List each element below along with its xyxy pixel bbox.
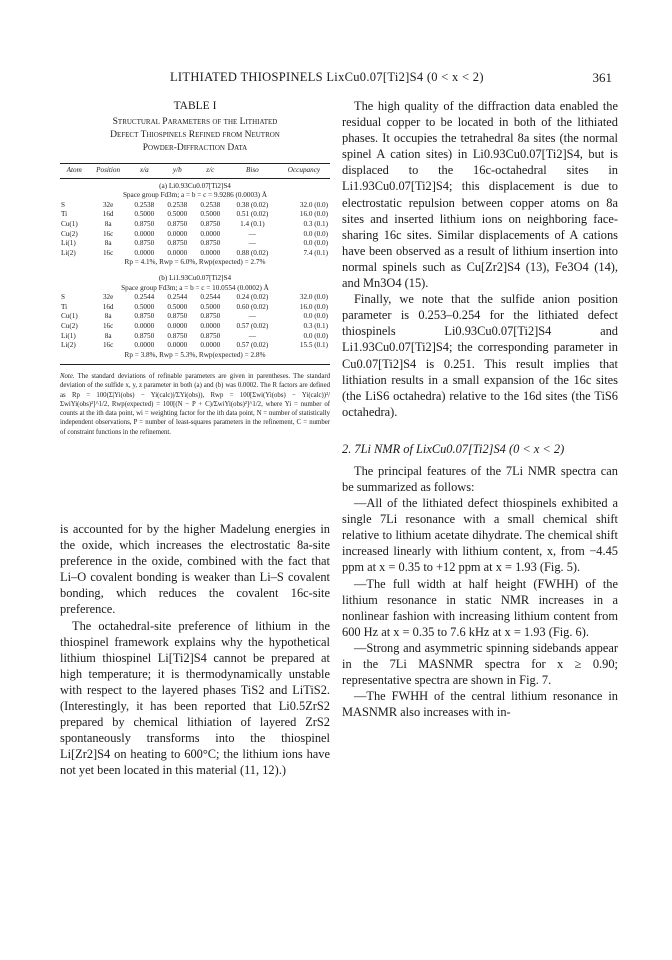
table-label: TABLE I [173, 100, 217, 112]
paragraph: The octahedral-site preference of lithium in the thiospinel framework explains why the hypothetical lithium thiospinel Li[Ti2]S4 cannot be prepared at high temperature; it is thermodynamically unstable with respect to the layered phases TiS2 and LiTiS2. (Interestingly, it has been reported that Li0.5ZrS2 prepared by chemical lithiation of layered ZrS2 spontaneously transforms into the thiospinel Li[Zr2]S4 on heating to 600°C; the lithium ions have not yet been located in this material (11, 12).) [60, 618, 330, 778]
left-column-text [60, 521, 330, 779]
table-cell: 0.0000 [134, 341, 155, 350]
paragraph: The principal features of the 7Li NMR spectra can be summarized as follows: [342, 463, 618, 494]
table-cell: 0.0000 [200, 341, 221, 350]
table-cell: S [61, 200, 65, 209]
block-title: (a) Li0.93Cu0.07[Ti2]S4 [159, 181, 231, 190]
r-factors: Rp = 3.8%, Rwp = 5.3%, Rwp(expected) = 2.8% [124, 350, 266, 359]
block-title-row [60, 271, 330, 284]
table-cell: — [248, 239, 256, 248]
table-cell: 16.0 (0.0) [299, 210, 328, 219]
table-cell: 7.4 (0.1) [303, 248, 328, 257]
col-biso: Biso [227, 164, 278, 179]
table-cell: Li(2) [61, 341, 76, 350]
table-cell: 16.0 (0.0) [299, 302, 328, 311]
space-group: Space group Fd3m; a = b = c = 10.0554 (0.0002) Å [121, 283, 269, 292]
table-row [60, 332, 330, 342]
block-title: (b) Li1.93Cu0.07[Ti2]S4 [158, 273, 232, 282]
table-cell: 16c [102, 321, 114, 330]
table-cell: Li(2) [61, 248, 76, 257]
table-row [60, 230, 330, 240]
table-cell: 0.8750 [134, 312, 155, 321]
table-cell: 0.8750 [167, 219, 188, 228]
table-cell: 0.0000 [134, 229, 155, 238]
table-cell: 0.2538 [134, 200, 155, 209]
table-cell: 0.0000 [200, 248, 221, 257]
table-cell: 8a [104, 331, 112, 340]
table-row [60, 312, 330, 322]
table-cell: 16c [102, 229, 114, 238]
table-cell: 0.8750 [200, 239, 221, 248]
table-cell: 0.24 (0.02) [236, 293, 269, 302]
table-cell: 0.0000 [134, 321, 155, 330]
table-cell: Cu(2) [61, 321, 78, 330]
table-cell: 0.2538 [200, 200, 221, 209]
table-cell: — [248, 229, 256, 238]
table-cell: 0.5000 [167, 302, 188, 311]
running-title: LITHIATED THIOSPINELS LixCu0.07[Ti2]S4 (0 < x < 2) [170, 70, 484, 84]
table-cell: 0.2544 [167, 293, 188, 302]
table-cell: 16c [102, 341, 114, 350]
table-cell: Ti [61, 302, 68, 311]
table-row [60, 303, 330, 313]
table-cell: 0.0 (0.0) [303, 312, 328, 321]
table-cell: Li(1) [61, 239, 76, 248]
table-cell: 0.5000 [200, 302, 221, 311]
table-cell: Li(1) [61, 331, 76, 340]
right-column-text [342, 98, 618, 720]
r-factor-row [60, 351, 330, 364]
page-number: 361 [592, 70, 612, 85]
table-cell: 0.0000 [167, 248, 188, 257]
table-bottom-rule [60, 364, 330, 365]
block-title-row [60, 178, 330, 191]
paragraph: is accounted for by the higher Madelung energies in the oxide, which increases the electrostatic 8a-site preference in the oxide, combined with the fact that Li–O covalent bonding is weaker than Li–S covalent bonding, which reduces the covalent 16c-site preference. [60, 522, 330, 617]
table-cell: Cu(1) [61, 219, 78, 228]
table-cell: 0.57 (0.02) [236, 341, 269, 350]
r-factors: Rp = 4.1%, Rwp = 6.0%, Rwp(expected) = 2.7% [124, 258, 266, 267]
paragraph: —The full width at half height (FWHH) of the lithium resonance in static NMR increases in a nonlinear fashion with increasing lithium content from 600 Hz at x = 0.35 to 7.6 kHz at x = 1.93 (Fig. 6). [342, 576, 618, 639]
table-row [60, 220, 330, 230]
table-cell: 0.3 (0.1) [303, 321, 328, 330]
table-block-b [60, 271, 330, 363]
col-occupancy: Occupancy [278, 164, 330, 179]
table-cell: 0.0000 [167, 341, 188, 350]
table-row [60, 293, 330, 303]
table-cell: 16d [102, 302, 114, 311]
col-x: x/a [128, 164, 161, 179]
paragraph: —The FWHH of the central lithium resonance in MASNMR also increases with in- [342, 689, 618, 720]
table-cell: 0.8750 [167, 312, 188, 321]
paragraph: The high quality of the diffraction data enabled the residual copper to be located in both of the lithiated phases. It occupies the tetrahedral 8a sites (the normal spinel A cation sites) in Li0.93Cu0.07[Ti2]S4, but is displaced to the 16c-octahedral sites in Li1.93Cu0.07[Ti2]S4; this displacement is due to electrostatic repulsion between copper atoms on 8a sites and inserted lithium ions on neighboring face-sharing 16c sites. Similar displacements of A cations have been observed as a result of lithium insertion into normal spinels such as Cu[Zr2]S4 (13), Fe3O4 (14), and Mn3O4 (15). [342, 99, 618, 291]
table-caption: Structural Parameters of the Lithiated Defect Thiospinels Refined from Neutron Powder-Diffraction Data [110, 117, 280, 153]
structural-parameters-table [60, 163, 330, 363]
table-cell: — [248, 331, 256, 340]
col-atom: Atom [60, 164, 88, 179]
table-cell: 0.8750 [134, 331, 155, 340]
table-cell: Cu(2) [61, 229, 78, 238]
table-cell: 0.0000 [134, 248, 155, 257]
table-cell: 32e [102, 293, 114, 302]
table-cell: 0.8750 [167, 239, 188, 248]
table-row [60, 341, 330, 351]
table-cell: 1.4 (0.1) [240, 219, 265, 228]
paragraph: —All of the lithiated defect thiospinels exhibited a single 7Li resonance with a small chemical shift relative to lithium acetate dihydrate. The chemical shift increased linearly with lithium content, x, from −4.45 ppm at x = 0.35 to +12 ppm at x = 1.93 (Fig. 5). [342, 496, 618, 575]
table-cell: 32.0 (0.0) [299, 200, 328, 209]
table-cell: 0.5000 [134, 302, 155, 311]
paragraph: Finally, we note that the sulfide anion position parameter is 0.253–0.254 for the lithiated defect thiospinels Li0.93Cu0.07[Ti2]S4 and Li1.93Cu0.07[Ti2]S4; the corresponding parameter in Cu0.07[Ti2]S4 is 0.251. This result implies that lithiation results in a small expansion of the 16c sites (the LiS6 octahedra) relative to the 16d sites (the TiS6 octahedra). [342, 292, 618, 419]
table-cell: 0.0 (0.0) [303, 239, 328, 248]
table-section [60, 98, 330, 437]
table-cell: 0.38 (0.02) [236, 200, 269, 209]
table-cell: 0.8750 [200, 219, 221, 228]
table-cell: 0.2544 [200, 293, 221, 302]
table-cell: 0.51 (0.02) [236, 210, 269, 219]
table-cell: 0.0 (0.0) [303, 331, 328, 340]
table-cell: 0.8750 [134, 219, 155, 228]
table-cell: S [61, 293, 65, 302]
table-cell: 0.8750 [134, 239, 155, 248]
r-factor-row [60, 258, 330, 271]
table-cell: Cu(1) [61, 312, 78, 321]
table-row [60, 249, 330, 259]
table-cell: 0.0000 [200, 321, 221, 330]
table-row [60, 239, 330, 249]
table-cell: 0.88 (0.02) [236, 248, 269, 257]
table-cell: 0.0000 [167, 321, 188, 330]
table-cell: 0.8750 [200, 312, 221, 321]
table-cell: 16c [102, 248, 114, 257]
table-cell: 0.2538 [167, 200, 188, 209]
table-cell: 32.0 (0.0) [299, 293, 328, 302]
table-cell: 0.5000 [167, 210, 188, 219]
table-cell: 0.5000 [200, 210, 221, 219]
table-cell: 8a [104, 239, 112, 248]
table-cell: 0.2544 [134, 293, 155, 302]
table-cell: 8a [104, 312, 112, 321]
table-cell: 0.0000 [200, 229, 221, 238]
table-cell: 0.0000 [167, 229, 188, 238]
table-block-a [60, 178, 330, 271]
paragraph: —Strong and asymmetric spinning sidebands appear in the 7Li MASNMR spectra for x ≥ 0.90; representative spectra are shown in Fig. 7. [342, 640, 618, 688]
space-group: Space group Fd3m; a = b = c = 9.9286 (0.0003) Å [122, 191, 268, 200]
table-cell: 0.60 (0.02) [236, 302, 269, 311]
table-cell: 15.5 (0.1) [299, 341, 328, 350]
table-row [60, 210, 330, 220]
table-row [60, 201, 330, 211]
table-cell: 0.8750 [167, 331, 188, 340]
table-header-row [60, 164, 330, 179]
table-cell: 0.0 (0.0) [303, 229, 328, 238]
section-heading: 2. 7Li NMR of LixCu0.07[Ti2]S4 (0 < x < 2) [342, 441, 565, 456]
table-cell: 0.3 (0.1) [303, 219, 328, 228]
table-cell: 32e [102, 200, 114, 209]
col-z: z/c [194, 164, 227, 179]
table-cell: Ti [61, 210, 68, 219]
space-group-row [60, 191, 330, 201]
col-y: y/b [161, 164, 194, 179]
space-group-row [60, 284, 330, 294]
table-cell: 16d [102, 210, 114, 219]
table-row [60, 322, 330, 332]
col-position: Position [88, 164, 127, 179]
table-cell: 8a [104, 219, 112, 228]
table-cell: — [248, 312, 256, 321]
table-cell: 0.57 (0.02) [236, 321, 269, 330]
table-cell: 0.8750 [200, 331, 221, 340]
table-note: Note. The standard deviations of refinable parameters are given in parentheses. The standard deviation of the sulfide x, y, z parameter in both (a) and (b) was 0.0002. The R factors are defined as Rp = 100(Σ|Yi(obs) − Yi(calc)|/ΣYi(obs)), Rwp = 100[Σwi(Yi(obs) − Yi(calc))²/ΣwiYi(obs)²]^1/2, Rwp(expected) = 100[(N − P + C)/ΣwiYi(obs)²]^1/2, where Yi = number of counts at the ith data point, wi = weighting factor for the ith data point, N = number of statistically independent observations, P = number of least-squares parameters in the refinement, C = number of constraint functions in the refinement. [60, 373, 331, 436]
table-cell: 0.5000 [134, 210, 155, 219]
